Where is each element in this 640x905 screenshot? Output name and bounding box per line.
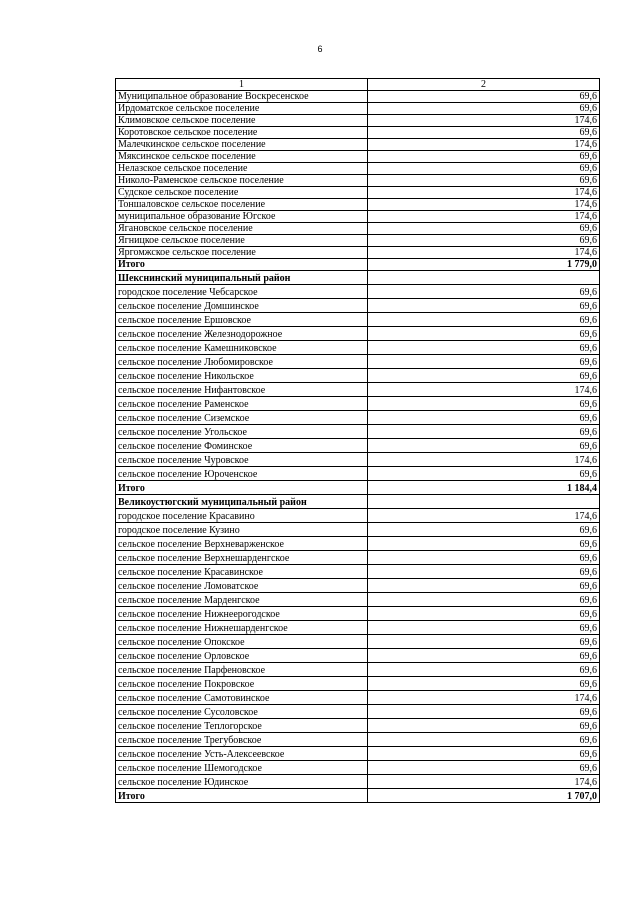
municipality-name: сельское поселение Нижнеерогодское <box>116 607 368 621</box>
table-row <box>116 439 600 453</box>
amount-value: 69,6 <box>368 551 600 565</box>
municipality-name: Ягницкое сельское поселение <box>116 235 368 247</box>
total-label: Итого <box>116 789 368 803</box>
municipality-name: сельское поселение Сиземское <box>116 411 368 425</box>
table-row <box>116 467 600 481</box>
amount-value: 174,6 <box>368 247 600 259</box>
amount-value: 174,6 <box>368 453 600 467</box>
municipality-name: сельское поселение Самотовинское <box>116 691 368 705</box>
section-title: Шекснинский муниципальный район <box>116 271 368 285</box>
amount-value: 69,6 <box>368 733 600 747</box>
amount-value: 69,6 <box>368 761 600 775</box>
amount-value: 174,6 <box>368 383 600 397</box>
table-row <box>116 621 600 635</box>
total-value: 1 707,0 <box>368 789 600 803</box>
table-row <box>116 199 600 211</box>
amount-value: 174,6 <box>368 509 600 523</box>
table-row <box>116 537 600 551</box>
amount-value: 69,6 <box>368 397 600 411</box>
amount-value: 69,6 <box>368 565 600 579</box>
municipality-name: сельское поселение Красавинское <box>116 565 368 579</box>
amount-value: 174,6 <box>368 115 600 127</box>
table-row <box>116 663 600 677</box>
municipality-name: Мяксинское сельское поселение <box>116 151 368 163</box>
municipality-name: сельское поселение Ломоватское <box>116 579 368 593</box>
amount-value: 69,6 <box>368 635 600 649</box>
table-row <box>116 635 600 649</box>
total-row <box>116 259 600 271</box>
amount-value: 69,6 <box>368 579 600 593</box>
municipality-name: сельское поселение Чуровское <box>116 453 368 467</box>
municipality-name: сельское поселение Юдинское <box>116 775 368 789</box>
table-row <box>116 705 600 719</box>
table-row <box>116 369 600 383</box>
table-body <box>116 79 600 803</box>
table-row <box>116 247 600 259</box>
column-header-2: 2 <box>368 79 600 91</box>
table-row <box>116 341 600 355</box>
table-row <box>116 299 600 313</box>
total-value: 1 184,4 <box>368 481 600 495</box>
table-row <box>116 187 600 199</box>
table-row <box>116 327 600 341</box>
table-row <box>116 115 600 127</box>
table-row <box>116 607 600 621</box>
municipality-name: сельское поселение Никольское <box>116 369 368 383</box>
amount-value: 69,6 <box>368 151 600 163</box>
amount-value: 69,6 <box>368 355 600 369</box>
municipality-name: Нелазское сельское поселение <box>116 163 368 175</box>
amount-value: 69,6 <box>368 341 600 355</box>
municipality-name: сельское поселение Любомировское <box>116 355 368 369</box>
municipality-name: сельское поселение Нифантовское <box>116 383 368 397</box>
table-row <box>116 163 600 175</box>
table-row <box>116 397 600 411</box>
amount-value: 69,6 <box>368 467 600 481</box>
table-row <box>116 691 600 705</box>
amount-value: 69,6 <box>368 649 600 663</box>
table-row <box>116 411 600 425</box>
municipality-name: сельское поселение Нижнешарденгское <box>116 621 368 635</box>
municipality-name: сельское поселение Угольское <box>116 425 368 439</box>
amount-value: 69,6 <box>368 593 600 607</box>
total-row <box>116 789 600 803</box>
municipality-name: Яргомжское сельское поселение <box>116 247 368 259</box>
page-number: 6 <box>317 44 323 54</box>
municipality-name: сельское поселение Раменское <box>116 397 368 411</box>
amount-value: 69,6 <box>368 705 600 719</box>
table-row <box>116 235 600 247</box>
amount-value: 69,6 <box>368 327 600 341</box>
municipality-name: городское поселение Чебсарское <box>116 285 368 299</box>
municipality-name: сельское поселение Орловское <box>116 649 368 663</box>
amount-value: 174,6 <box>368 775 600 789</box>
amount-value: 69,6 <box>368 621 600 635</box>
table-row <box>116 551 600 565</box>
table-row <box>116 565 600 579</box>
amount-value: 69,6 <box>368 163 600 175</box>
table-row <box>116 91 600 103</box>
municipality-name: муниципальное образование Югское <box>116 211 368 223</box>
header-row <box>116 79 600 91</box>
table-row <box>116 761 600 775</box>
municipality-name: сельское поселение Усть-Алексеевское <box>116 747 368 761</box>
section-title-row <box>116 271 600 285</box>
municipality-name: Малечкинское сельское поселение <box>116 139 368 151</box>
municipality-name: сельское поселение Юроченское <box>116 467 368 481</box>
table-row <box>116 733 600 747</box>
municipality-name: Николо-Раменское сельское поселение <box>116 175 368 187</box>
table-row <box>116 383 600 397</box>
municipality-name: Судское сельское поселение <box>116 187 368 199</box>
municipality-name: сельское поселение Опокское <box>116 635 368 649</box>
amount-value: 69,6 <box>368 425 600 439</box>
amount-value: 174,6 <box>368 187 600 199</box>
municipality-name: городское поселение Кузино <box>116 523 368 537</box>
total-value: 1 779,0 <box>368 259 600 271</box>
amount-value: 174,6 <box>368 211 600 223</box>
amount-value: 69,6 <box>368 175 600 187</box>
table-row <box>116 151 600 163</box>
table-row <box>116 139 600 151</box>
amount-value: 69,6 <box>368 369 600 383</box>
municipality-name: сельское поселение Ершовское <box>116 313 368 327</box>
municipality-name: сельское поселение Покровское <box>116 677 368 691</box>
amount-value: 69,6 <box>368 663 600 677</box>
municipality-name: сельское поселение Теплогорское <box>116 719 368 733</box>
section-title: Великоустюгский муниципальный район <box>116 495 368 509</box>
municipality-name: сельское поселение Камешниковское <box>116 341 368 355</box>
amount-value: 69,6 <box>368 235 600 247</box>
table-row <box>116 677 600 691</box>
municipality-name: Муниципальное образование Воскресенское <box>116 91 368 103</box>
amount-value: 69,6 <box>368 127 600 139</box>
amount-value: 174,6 <box>368 199 600 211</box>
municipality-name: Климовское сельское поселение <box>116 115 368 127</box>
municipality-name: Ягановское сельское поселение <box>116 223 368 235</box>
amount-value: 174,6 <box>368 691 600 705</box>
table-row <box>116 579 600 593</box>
table-row <box>116 523 600 537</box>
amount-value: 174,6 <box>368 139 600 151</box>
column-header-1: 1 <box>116 79 368 91</box>
table-row <box>116 355 600 369</box>
municipality-name: сельское поселение Трегубовское <box>116 733 368 747</box>
amount-value: 69,6 <box>368 411 600 425</box>
amount-value: 69,6 <box>368 607 600 621</box>
amount-value: 69,6 <box>368 223 600 235</box>
table-row <box>116 127 600 139</box>
table-row <box>116 285 600 299</box>
amount-value: 69,6 <box>368 677 600 691</box>
amount-value: 69,6 <box>368 91 600 103</box>
municipality-name: сельское поселение Верхневарженское <box>116 537 368 551</box>
municipality-name: сельское поселение Железнодорожное <box>116 327 368 341</box>
table-row <box>116 425 600 439</box>
allocation-table <box>115 78 600 803</box>
section-title-value-cell <box>368 271 600 285</box>
municipality-name: сельское поселение Верхнешарденгское <box>116 551 368 565</box>
table-row <box>116 593 600 607</box>
amount-value: 69,6 <box>368 103 600 115</box>
table-row <box>116 223 600 235</box>
table-row <box>116 313 600 327</box>
amount-value: 69,6 <box>368 747 600 761</box>
table-row <box>116 509 600 523</box>
municipality-name: сельское поселение Сусоловское <box>116 705 368 719</box>
municipality-name: Коротовское сельское поселение <box>116 127 368 139</box>
municipality-name: сельское поселение Фоминское <box>116 439 368 453</box>
total-label: Итого <box>116 481 368 495</box>
municipality-name: сельское поселение Парфеновское <box>116 663 368 677</box>
table-row <box>116 103 600 115</box>
amount-value: 69,6 <box>368 439 600 453</box>
table-row <box>116 175 600 187</box>
table-row <box>116 775 600 789</box>
total-label: Итого <box>116 259 368 271</box>
municipality-name: сельское поселение Шемогодское <box>116 761 368 775</box>
amount-value: 69,6 <box>368 313 600 327</box>
municipality-name: городское поселение Красавино <box>116 509 368 523</box>
section-title-value-cell <box>368 495 600 509</box>
amount-value: 69,6 <box>368 719 600 733</box>
municipality-name: Тоншаловское сельское поселение <box>116 199 368 211</box>
section-title-row <box>116 495 600 509</box>
table-row <box>116 453 600 467</box>
amount-value: 69,6 <box>368 537 600 551</box>
total-row <box>116 481 600 495</box>
table-row <box>116 747 600 761</box>
table-row <box>116 211 600 223</box>
municipality-name: Ирдоматское сельское поселение <box>116 103 368 115</box>
municipality-name: сельское поселение Марденгское <box>116 593 368 607</box>
amount-value: 69,6 <box>368 299 600 313</box>
table-row <box>116 719 600 733</box>
municipality-name: сельское поселение Домшинское <box>116 299 368 313</box>
amount-value: 69,6 <box>368 523 600 537</box>
amount-value: 69,6 <box>368 285 600 299</box>
table-row <box>116 649 600 663</box>
